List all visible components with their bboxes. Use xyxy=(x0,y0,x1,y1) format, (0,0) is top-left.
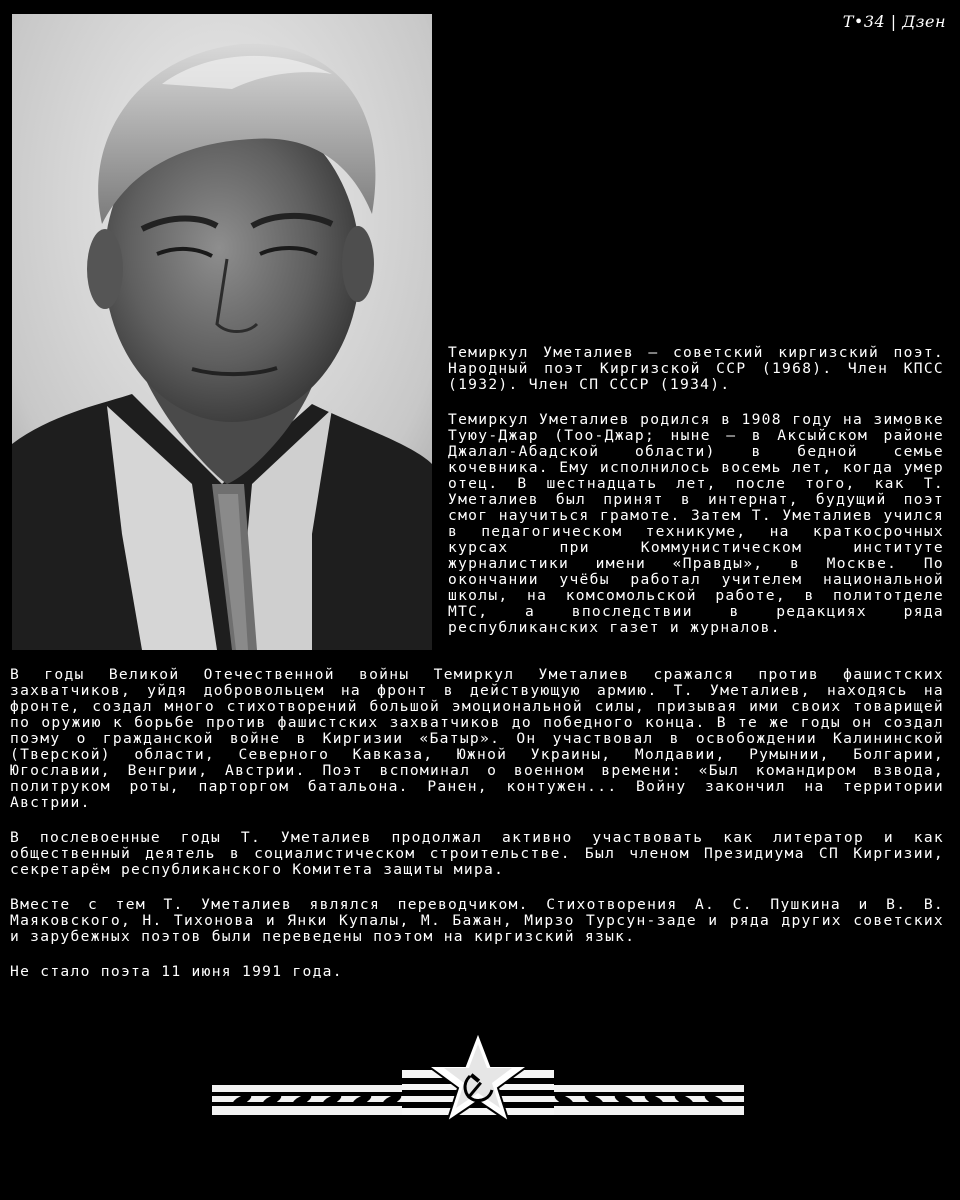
intro-paragraph-1: Темиркул Уметалиев — советский киргизский поэт. Народный поэт Киргизской ССР (1968). Член КПСС (1932). Член СП СССР (1934). xyxy=(448,344,944,393)
body-text xyxy=(10,667,944,999)
intro-column xyxy=(448,345,944,636)
translator-paragraph: Вместе с тем Т. Уметалиев являлся переводчиком. Стихотворения А. С. Пушкина и В. В. Маяковского, Н. Тихонова и Янки Купалы, М. Бажан, Мирзо Турсун-заде и ряда других советских и зарубежных поэтов были переведены поэтом на киргизский язык. xyxy=(10,896,944,945)
intro-paragraph-2: Темиркул Уметалиев родился в 1908 году на зимовке Туюу-Джар (Тоо-Джар; ныне — в Аксыйском районе Джалал-Абадской области) в бедной семье кочевника. Ему исполнилось восемь лет, когда умер отец. В шестнадцать лет, после того, как Т. Уметалиев был принят в интернат, будущий поэт смог научиться грамоте. Затем Т. Уметалиев учился в педагогическом техникуме, на краткосрочных курсах при Коммунистическом институте журналистики имени «Правды», в Москве. По окончании учёбы работал учителем национальной школы, на комсомольской работе, в политотделе МТС, а впоследствии в редакциях ряда республиканских газет и журналов. xyxy=(448,411,944,636)
postwar-paragraph: В послевоенные годы Т. Уметалиев продолжал активно участвовать как литератор и как общественный деятель в социалистическом строительстве. Был членом Президиума СП Киргизии, секретарём республиканского Комитета защиты мира. xyxy=(10,829,944,878)
portrait-photo xyxy=(12,14,432,650)
star-laurel-emblem-icon xyxy=(212,1030,744,1125)
war-paragraph: В годы Великой Отечественной войны Темиркул Уметалиев сражался против фашистских захватчиков, уйдя добровольцем на фронт в действующую армию. Т. Уметалиев, находясь на фронте, создал много стихотворений большой эмоциональной силы, призывая ими своих товарищей по оружию к борьбе против фашистских захватчиков до победного конца. В те же годы он создал поэму о гражданской войне в Киргизии «Батыр». Он участвовал в освобождении Калининской (Тверской) области, Северного Кавказа, Южной Украины, Молдавии, Румынии, Болгарии, Югославии, Венгрии, Австрии. Поэт вспоминал о военном времени: «Был командиром взвода, политруком роты, парторгом батальона. Ранен, контужен... Войну закончил на территории Австрии. xyxy=(10,666,944,811)
death-paragraph: Не стало поэта 11 июня 1991 года. xyxy=(10,963,343,980)
watermark: Т•34 | Дзен xyxy=(842,12,946,31)
